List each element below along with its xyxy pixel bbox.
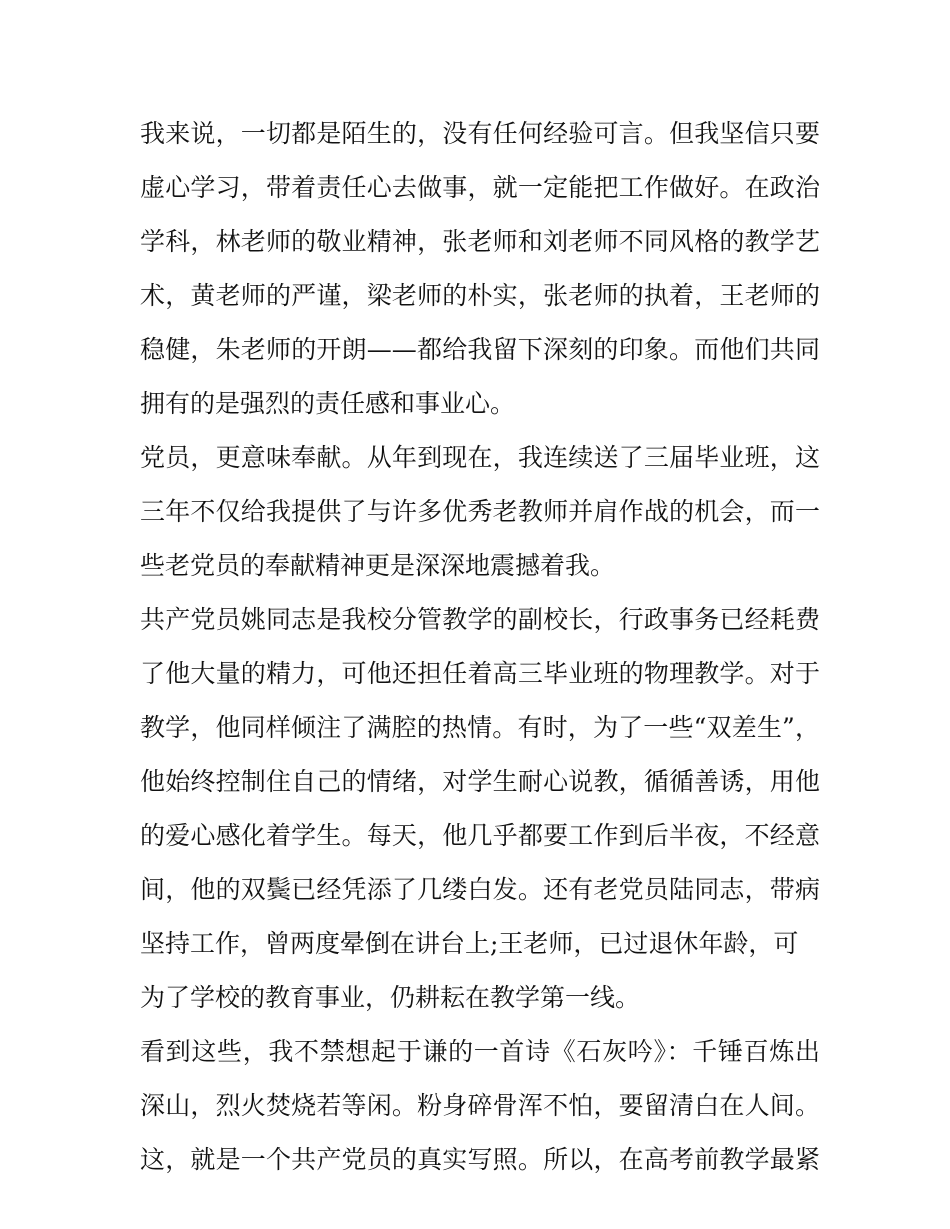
text-line: 党员，更意味奉献。从年到现在，我连续送了三届毕业班，这 [140, 443, 820, 472]
text-line: 的爱心感化着学生。每天，他几乎都要工作到后半夜，不经意 [140, 821, 820, 850]
text-line: 三年不仅给我提供了与许多优秀老教师并肩作战的机会，而一 [140, 497, 820, 526]
text-line: 拥有的是强烈的责任感和事业心。 [140, 389, 516, 418]
text-line: 术，黄老师的严谨，梁老师的朴实，张老师的执着，王老师的 [140, 281, 820, 310]
text-line: 些老党员的奉献精神更是深深地震撼着我。 [140, 551, 616, 580]
text-line: 我来说，一切都是陌生的，没有任何经验可言。但我坚信只要 [140, 119, 820, 148]
text-line: 深山，烈火焚烧若等闲。粉身碎骨浑不怕，要留清白在人间。 [140, 1091, 820, 1120]
text-line: 虚心学习，带着责任心去做事，就一定能把工作做好。在政治 [140, 173, 820, 202]
text-line: 稳健，朱老师的开朗——都给我留下深刻的印象。而他们共同 [140, 335, 820, 364]
body-text [140, 107, 820, 1187]
text-line: 了他大量的精力，可他还担任着高三毕业班的物理教学。对于 [140, 659, 820, 688]
text-line: 坚持工作，曾两度晕倒在讲台上;王老师，已过退休年龄，可 [140, 929, 799, 958]
text-line: 间，他的双鬓已经凭添了几缕白发。还有老党员陆同志，带病 [140, 875, 820, 904]
text-line: 他始终控制住自己的情绪，对学生耐心说教，循循善诱，用他 [140, 767, 820, 796]
text-line: 这，就是一个共产党员的真实写照。所以，在高考前教学最紧 [140, 1145, 820, 1174]
text-line: 学科，林老师的敬业精神，张老师和刘老师不同风格的教学艺 [140, 227, 820, 256]
text-line: 教学，他同样倾注了满腔的热情。有时，为了一些“双差生”， [140, 713, 820, 742]
text-line: 为了学校的教育事业，仍耕耘在教学第一线。 [140, 983, 641, 1012]
text-line: 看到这些，我不禁想起于谦的一首诗《石灰吟》：千锤百炼出 [140, 1037, 820, 1066]
text-line: 共产党员姚同志是我校分管教学的副校长，行政事务已经耗费 [140, 605, 820, 634]
